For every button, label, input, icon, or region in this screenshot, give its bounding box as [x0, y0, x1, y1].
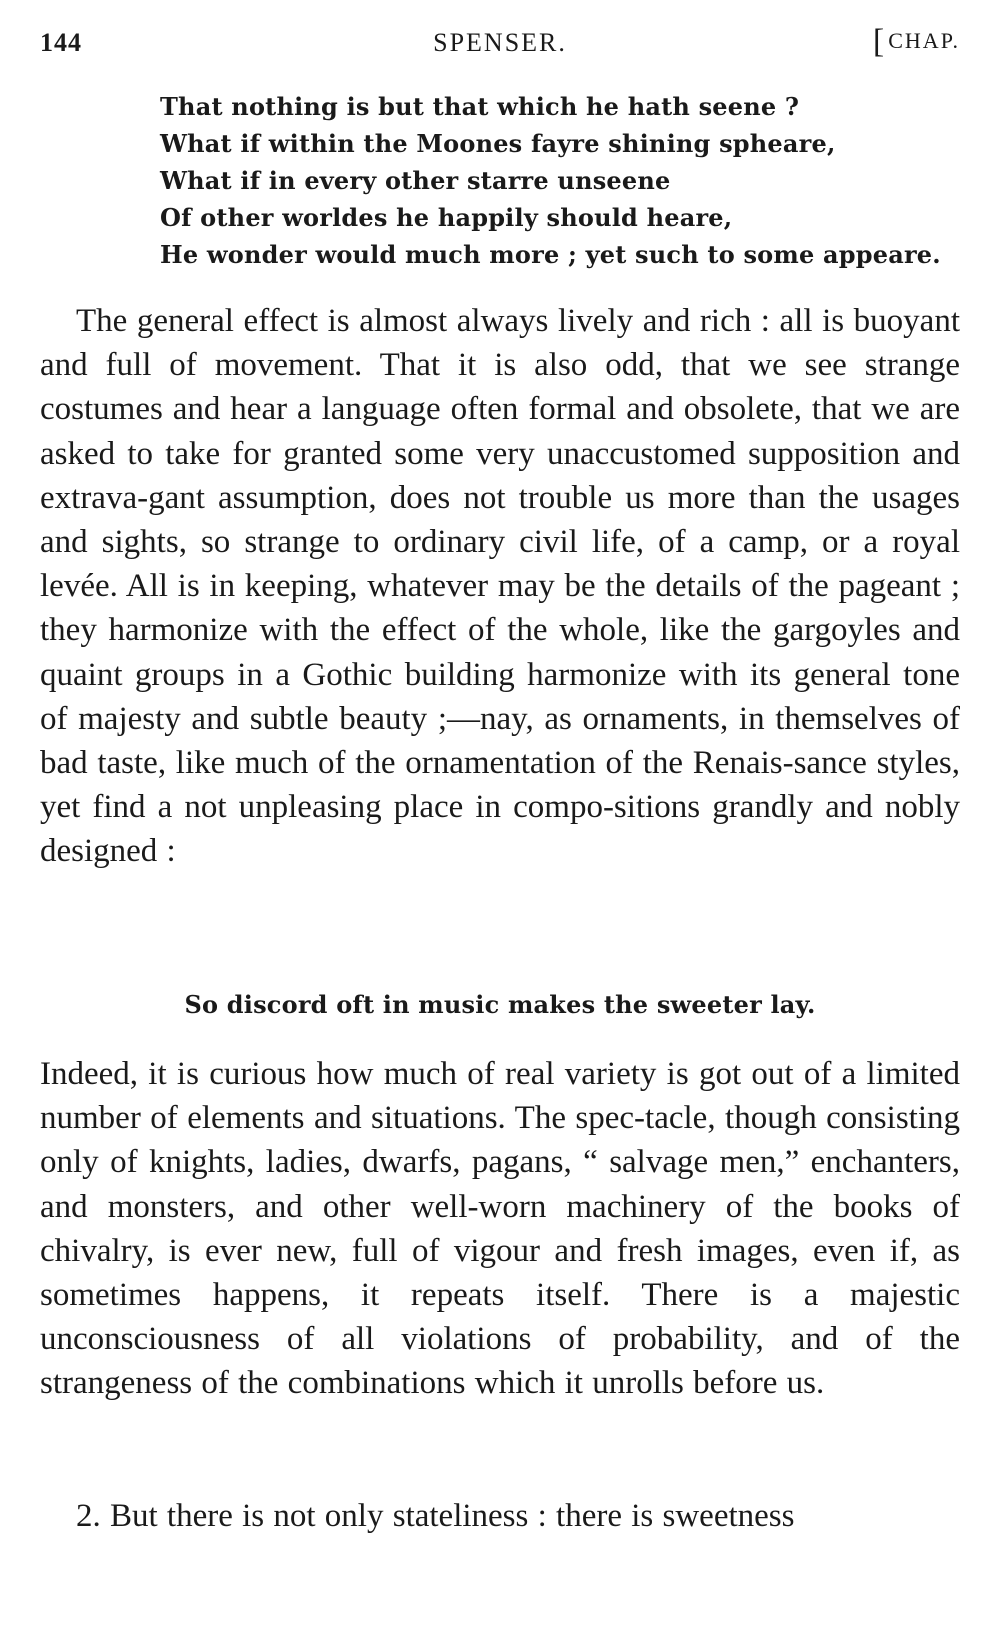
- chapter-bracket: [: [872, 23, 887, 60]
- running-title: SPENSER.: [433, 28, 567, 57]
- quotation-line: So discord oft in music makes the sweeter lay.: [184, 990, 816, 1019]
- paragraph-text: Indeed, it is curious how much of real variety is got out of a limited number of elements and situations. The spec-tacle, though consisting only of knights, ladies, dwarfs, pagans, “ salvage men,” enchanters, and monsters, and other well-worn machinery of the books of chivalry, is ever new, full of vigour and fresh images, even if, as sometimes happens, it repeats itself. There is a majestic unconsciousness of all violations of probability, and of the strangeness of the combinations which it unrolls before us.: [40, 1056, 960, 1402]
- verse-line: He wonder would much more ; yet such to some appeare.: [160, 240, 941, 269]
- paragraph-general-effect: [40, 299, 960, 874]
- verse-line: What if in every other starre unseene: [160, 166, 671, 195]
- page-header: [40, 23, 960, 64]
- verse-line: That nothing is but that which he hath seene ?: [160, 92, 800, 121]
- chapter-label: [872, 23, 960, 60]
- verse-line: Of other worldes he happily should heare,: [160, 203, 733, 232]
- verse-line: What if within the Moones fayre shining spheare,: [160, 129, 836, 158]
- verse-quotation: [160, 88, 960, 273]
- paragraph-variety: [40, 1052, 960, 1406]
- paragraph-text: The general effect is almost always lively and rich : all is buoyant and full of movement. That it is also odd, that we see strange costumes and hear a language often formal and obsolete, that we are asked to take for granted some very unaccustomed supposition and extrava-gant assumption, does not trouble us more than the usages and sights, so strange to ordinary civil life, of a camp, or a royal levée. All is in keeping, whatever may be the details of the pageant ; they harmonize with the effect of the whole, like the gargoyles and quaint groups in a Gothic building harmonize with its general tone of majesty and subtle beauty ;—nay, as ornaments, in themselves of bad taste, like much of the ornamentation of the Renais-sance styles, yet find a not unpleasing place in compo-sitions grandly and nobly designed :: [40, 303, 960, 870]
- chapter-text: CHAP.: [888, 28, 960, 53]
- paragraph-text: 2. But there is not only stateliness : there is sweetness: [76, 1498, 795, 1534]
- page-number: 144: [40, 28, 82, 57]
- paragraph-sweetness: [40, 1494, 960, 1538]
